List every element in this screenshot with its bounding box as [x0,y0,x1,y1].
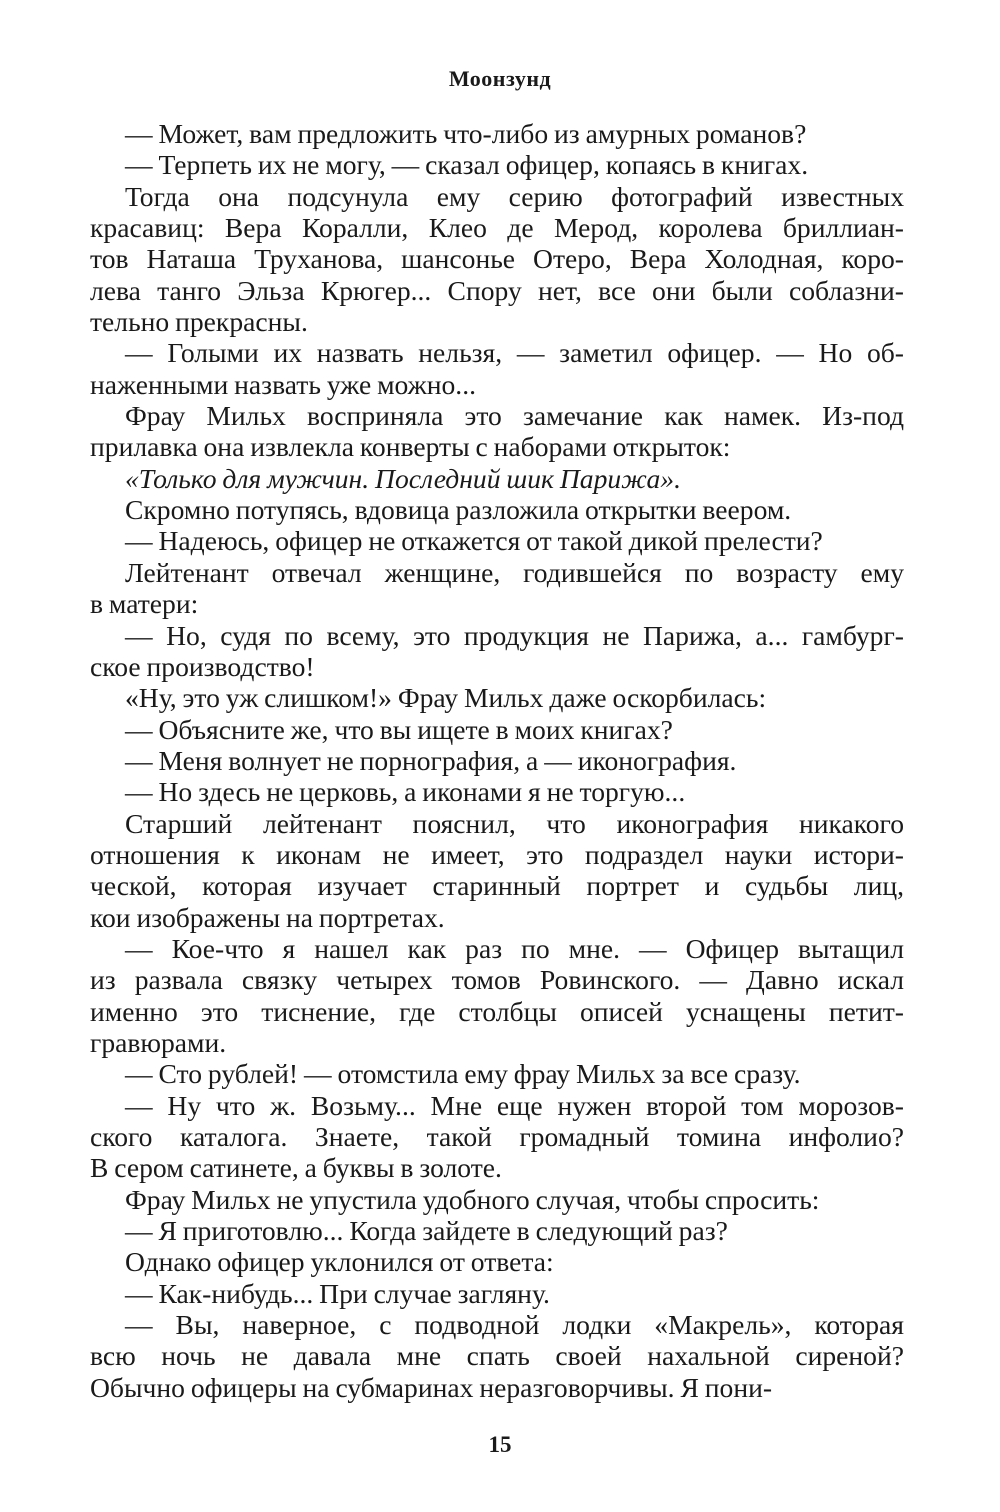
body-text [90,118,904,1403]
text-line: отношения к иконам не имеет, это подраздел науки истори- [90,838,904,870]
text-line: в матери: [90,588,199,620]
running-head: Моонзунд [448,66,552,91]
paragraph [90,745,904,776]
text-line: — Как-нибудь... При случае загляну. [125,1277,550,1309]
text-line: всю ночь не давала мне спать своей нахальной сиреной? [90,1340,904,1372]
text-line: ского каталога. Знаете, такой громадный томина инфолио? [90,1121,904,1152]
paragraph [90,149,904,180]
page-number: 15 [488,1432,512,1457]
text-line: Тогда она подсунула ему серию фотографий известных [125,180,904,212]
paragraph [90,933,904,1058]
text-line: лева танго Эльза Крюгер... Спору нет, все они были соблазни- [90,274,904,306]
paragraph [90,620,904,683]
text-line: Лейтенант отвечал женщине, годившейся по возрасту ему [125,556,904,588]
paragraph [90,181,904,338]
paragraph [90,400,904,463]
text-line: — Сто рублей! — отомстила ему фрау Мильх за все сразу. [125,1058,801,1090]
paragraph [90,1090,904,1184]
text-line: — Голыми их назвать нельзя, — заметил офицер. — Но об- [125,337,904,369]
text-line: — Но, судя по всему, это продукция не Парижа, а... гамбург- [125,619,904,651]
paragraph [90,525,904,556]
paragraph [90,1309,904,1403]
text-line: — Вы, наверное, с подводной лодки «Макрель», которая [125,1309,904,1341]
paragraph [90,494,904,525]
text-line: Фрау Мильх не упустила удобного случая, чтобы спросить: [125,1183,820,1215]
paragraph [90,118,904,149]
text-line: Фрау Мильх восприняла это замечание как намек. Из-под [125,400,904,432]
text-line: Скромно потупясь, вдовица разложила открытки веером. [125,494,792,526]
text-line: ческой, которая изучает старинный портрет и судьбы лиц, [90,870,904,902]
paragraph [90,1215,904,1246]
paragraph [90,1058,904,1089]
paragraph [90,776,904,807]
paragraph [90,1184,904,1215]
text-line: — Кое-что я нашел как раз по мне. — Офицер вытащил [125,932,904,964]
paragraph [90,808,904,933]
paragraph [90,714,904,745]
text-line: — Терпеть их не могу, — сказал офицер, копаясь в книгах. [125,149,809,181]
text-line: тов Наташа Труханова, шансонье Отеро, Вера Холодная, коро- [90,243,904,275]
paragraph [90,1278,904,1309]
text-line: кои изображены на портретах. [90,901,445,933]
text-line: Обычно офицеры на субмаринах неразговорчивы. Я пони- [90,1371,773,1403]
text-line: из развала связку четырех томов Ровинского. — Давно искал [90,964,904,996]
text-line: — Может, вам предложить что-либо из амурных романов? [125,118,807,149]
text-line: красавиц: Вера Коралли, Клео де Мерод, королева бриллиан- [90,212,904,244]
text-line: — Надеюсь, офицер не откажется от такой дикой прелести? [125,525,823,557]
paragraph [90,463,904,494]
text-line: гравюрами. [90,1026,227,1058]
paragraph [90,1246,904,1277]
text-line: В сером сатинете, а буквы в золоте. [90,1152,502,1184]
paragraph [90,337,904,400]
paragraph [90,557,904,620]
text-line: — Меня волнует не порнография, а — иконография. [125,744,737,776]
text-line: Старший лейтенант пояснил, что иконография никакого [125,807,904,839]
text-line: — Объясните же, что вы ищете в моих книгах? [125,713,673,745]
text-line: «Ну, это уж слишком!» Фрау Мильх даже оскорбилась: [125,682,767,714]
text-line: тельно прекрасны. [90,306,308,338]
text-line: — Я приготовлю... Когда зайдете в следующий раз? [125,1215,728,1247]
text-line: «Только для мужчин. Последний шик Парижа». [125,462,681,494]
text-line: именно это тиснение, где столбцы описей уснащены петит- [90,995,904,1027]
text-line: ское производство! [90,650,315,682]
text-line: — Но здесь не церковь, а иконами я не торгую... [125,776,686,808]
text-line: Однако офицер уклонился от ответа: [125,1246,554,1278]
text-line: наженными назвать уже можно... [90,368,476,400]
text-line: — Ну что ж. Возьму... Мне еще нужен второй том морозов- [125,1089,904,1121]
paragraph [90,682,904,713]
text-line: прилавка она извлекла конверты с наборами открыток: [90,431,731,463]
